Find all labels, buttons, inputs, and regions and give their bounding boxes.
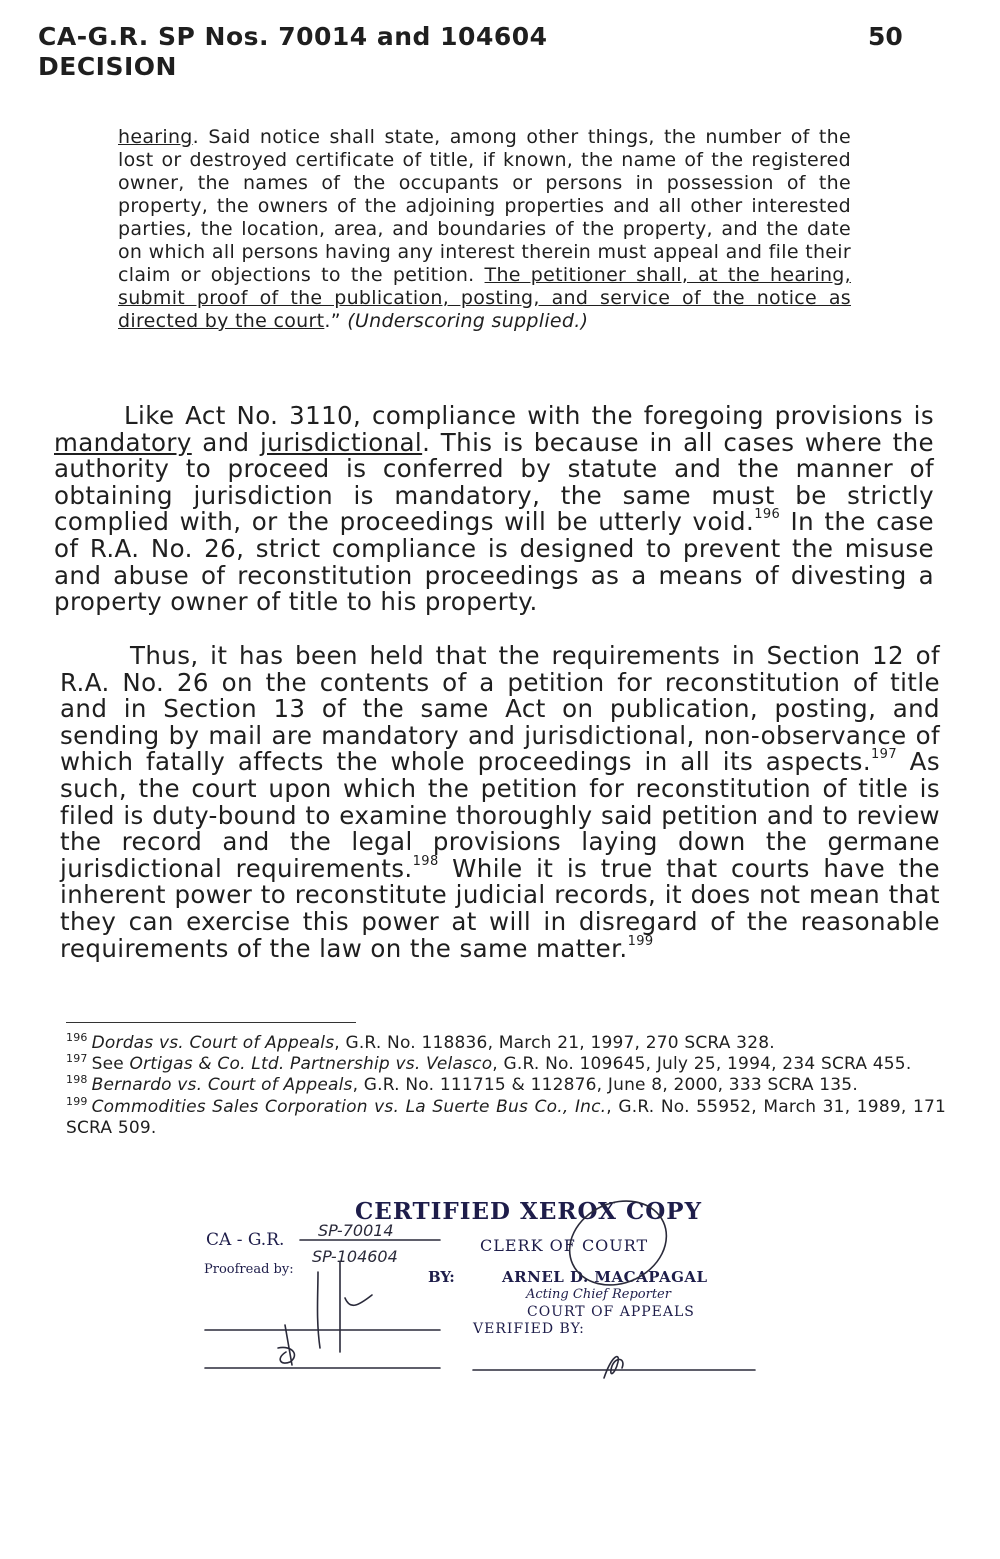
footnote-ref-199[interactable]: 199	[627, 933, 654, 949]
initials-scribble	[278, 1325, 294, 1365]
footnote-ref-198[interactable]: 198	[412, 853, 439, 869]
page-number: 50	[868, 22, 903, 51]
para1-mandatory: mandatory	[54, 427, 192, 457]
document-type: DECISION	[38, 52, 177, 81]
stamp-signatory-position: Acting Chief Reporter	[526, 1287, 671, 1302]
footnote-case: Bernardo vs. Court of Appeals	[91, 1075, 353, 1096]
check-mark	[345, 1295, 372, 1305]
certified-copy-stamp-title: CERTIFIED XEROX COPY	[355, 1198, 703, 1225]
quote-note: (Underscoring supplied.)	[347, 310, 589, 332]
footnote-case: Dordas vs. Court of Appeals	[91, 1033, 335, 1053]
pen-stroke	[318, 1272, 321, 1348]
stamp-circle	[556, 1186, 680, 1301]
footnote-case: Commodities Sales Corporation vs. La Suerte Bus Co., Inc.	[91, 1096, 607, 1117]
footnote-citation: , G.R. No. 109645, July 25, 1994, 234 SCRA 455.	[492, 1054, 912, 1075]
para1-text-a: Like Act No. 3110, compliance with the foregoing provisions is	[124, 401, 934, 430]
case-number: CA-G.R. SP Nos. 70014 and 104604	[38, 22, 548, 51]
stamp-verified-label: VERIFIED BY:	[473, 1321, 585, 1337]
para2-text-c: While it is true that courts have the inherent power to reconstitute judicial records, it does not mean that they can exercise this power at will in disregard of the reasonable requirements of the law on the same matter.	[60, 853, 940, 963]
stamp-signatory-name: ARNEL D. MACAPAGAL	[502, 1268, 708, 1286]
para1-jurisdictional: jurisdictional	[259, 427, 423, 457]
footnote-citation: , G.R. No. 111715 & 112876, June 8, 2000, 333 SCRA 135.	[352, 1075, 858, 1096]
quote-close: .”	[324, 310, 348, 332]
stamp-by-label: BY:	[428, 1268, 455, 1286]
para1-text-b: and	[191, 427, 260, 457]
quote-lead: hearing	[118, 126, 193, 148]
footnote-number: 198	[66, 1073, 88, 1087]
footnote-number: 197	[66, 1052, 88, 1066]
para1-text-c: . This is because in all cases where the authority to proceed is conferred by statute and the manner of obtaining jurisdiction is mandatory, the same must be strictly complied with, or the proceedings will be utterly void.	[54, 427, 935, 537]
para2-text-b: As such, the court upon which the petition for reconstitution of title is filed is duty-bound to examine thoroughly said petition and to review the record and the legal provisions laying down the germane jurisdictional requirements.	[60, 747, 940, 883]
footnote-number: 199	[66, 1094, 88, 1108]
verified-signature	[604, 1357, 623, 1378]
handwritten-case-1: SP-70014	[318, 1221, 394, 1240]
para2-text-a: Thus, it has been held that the requirements in Section 12 of R.A. No. 26 on the contents of a petition for reconstitution of title and in Section 13 of the same Act on publication, posting, and sending by mail are mandatory and jurisdictional, non-observance of which fatally affects the whole proceedings in all its aspects.	[60, 641, 940, 777]
para1-text-d: In the case of R.A. No. 26, strict compliance is designed to prevent the misuse and abuse of reconstitution proceedings as a means of divesting a property owner of title to his property.	[54, 507, 934, 617]
stamp-proofread-label: Proofread by:	[204, 1262, 294, 1277]
quote-underlined: The petitioner shall, at the hearing, submit proof of the publication, posting, and service of the notice as directed by the court	[118, 264, 851, 332]
footnote-citation: , G.R. No. 55952, March 31, 1989, 171 SCRA 509.	[66, 1096, 946, 1138]
quote-text: . Said notice shall state, among other things, the number of the lost or destroyed certificate of title, if known, the name of the registered owner, the names of the occupants or persons in possession of the property, the owners of the adjoining properties and all other interested parties, the location, area, and boundaries of the property, and the date on which all persons having any interest therein must appeal and file their claim or objections to the petition.	[118, 126, 851, 286]
stamp-case-label: CA - G.R.	[206, 1230, 285, 1250]
footnote-prefix: See	[91, 1054, 130, 1075]
footnote-number: 196	[66, 1031, 88, 1044]
handwritten-case-2: SP-104604	[312, 1247, 398, 1266]
footnote-ref-197[interactable]: 197	[871, 747, 898, 763]
stamp-clerk-of-court: CLERK OF COURT	[480, 1236, 649, 1255]
footnote-case: Ortigas & Co. Ltd. Partnership vs. Velasco	[129, 1054, 493, 1075]
footnote-ref-196[interactable]: 196	[754, 507, 781, 523]
stamp-court-name: COURT OF APPEALS	[527, 1304, 695, 1320]
footnote-citation: , G.R. No. 118836, March 21, 1997, 270 SCRA 328.	[334, 1033, 775, 1053]
